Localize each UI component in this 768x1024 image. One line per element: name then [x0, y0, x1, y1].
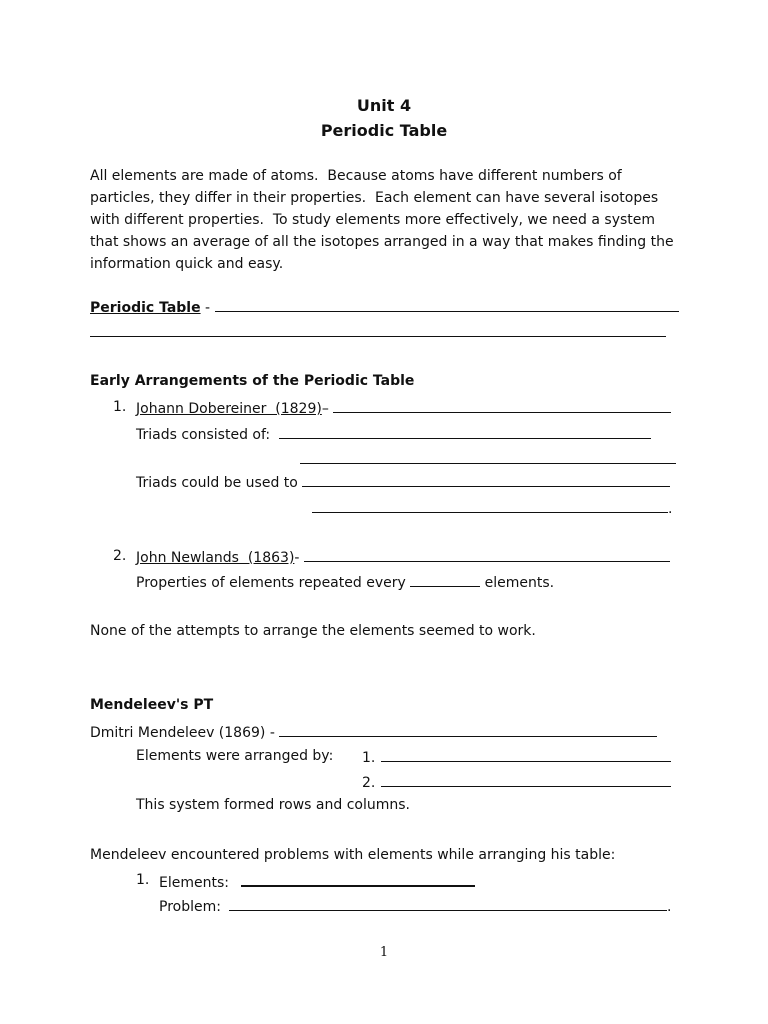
problem-period: .: [666, 899, 672, 915]
repeated-after: elements.: [480, 575, 555, 591]
dobereiner-dash: –: [321, 401, 334, 417]
title-unit: Unit 4: [356, 96, 412, 115]
elements-blank[interactable]: [241, 871, 475, 887]
dmitri-label: Dmitri Mendeleev (1869) -: [90, 725, 280, 741]
item1-number: 1.: [113, 399, 127, 415]
triads-used-label: Triads could be used to: [136, 475, 303, 491]
elements-label: Elements:: [159, 875, 229, 891]
triads-consisted-line: [136, 424, 651, 444]
newlands-blank[interactable]: [304, 547, 670, 562]
triads-consisted-line-2: [300, 449, 676, 469]
dobereiner-line: [136, 398, 671, 418]
intro-line-5: information quick and easy.: [90, 256, 284, 272]
elements-line: [159, 871, 475, 892]
periodic-table-dash: -: [200, 300, 215, 316]
none-worked-text: None of the attempts to arrange the elements seemed to work.: [90, 623, 536, 639]
arranged-by-blank-2[interactable]: [381, 772, 671, 787]
periodic-table-term: Periodic Table: [90, 300, 201, 316]
problem-blank[interactable]: [229, 896, 667, 911]
periodic-table-blank-1[interactable]: [215, 297, 679, 312]
intro-line-4: that shows an average of all the isotopes arranged in a way that makes finding the: [90, 234, 674, 250]
triads-used-line-2: [312, 498, 672, 518]
periodic-table-line-2: [90, 322, 666, 342]
triads-used-blank-2[interactable]: [312, 498, 668, 513]
intro-line-2: particles, they differ in their properties. Each element can have several isotopes: [90, 190, 659, 206]
problems-intro-text: Mendeleev encountered problems with elements while arranging his table:: [90, 847, 616, 863]
arranged-by-option-1: [362, 747, 671, 767]
newlands-name: John Newlands (1863): [136, 550, 295, 566]
periodic-table-blank-2[interactable]: [90, 322, 666, 337]
repeated-before: Properties of elements repeated every: [136, 575, 411, 591]
page-number: 1: [379, 945, 389, 960]
dobereiner-blank[interactable]: [333, 398, 671, 413]
triads-used-period: .: [668, 501, 673, 517]
dmitri-blank[interactable]: [279, 722, 657, 737]
arranged-by-num-2: 2.: [362, 775, 376, 791]
repeated-blank[interactable]: [410, 572, 480, 587]
triads-consisted-blank-1[interactable]: [279, 424, 651, 439]
arranged-by-blank-1[interactable]: [381, 747, 671, 762]
triads-consisted-blank-2[interactable]: [300, 449, 676, 464]
triads-consisted-label: Triads consisted of:: [136, 427, 280, 443]
intro-line-1: All elements are made of atoms. Because atoms have different numbers of: [90, 168, 622, 184]
triads-used-line: [136, 472, 670, 492]
arranged-by-option-2: [362, 772, 671, 792]
arranged-by-label: Elements were arranged by:: [136, 748, 334, 764]
rows-columns-text: This system formed rows and columns.: [136, 797, 410, 813]
dmitri-line: [90, 722, 657, 742]
problem-label: Problem:: [159, 899, 221, 915]
repeated-line: [136, 572, 554, 592]
problem-line: [159, 896, 671, 916]
periodic-table-definition: [90, 297, 679, 317]
dobereiner-name: Johann Dobereiner (1829): [136, 401, 322, 417]
newlands-line: [136, 547, 670, 567]
intro-line-3: with different properties. To study elements more effectively, we need a system: [90, 212, 656, 228]
early-arrangements-heading: Early Arrangements of the Periodic Table: [90, 373, 415, 389]
mendeleev-heading: Mendeleev's PT: [90, 697, 214, 713]
newlands-dash: -: [294, 550, 304, 566]
arranged-by-num-1: 1.: [362, 750, 376, 766]
title-periodic-table: Periodic Table: [320, 121, 448, 140]
triads-used-blank-1[interactable]: [302, 472, 670, 487]
item2-number: 2.: [113, 548, 127, 564]
problem-item-number: 1.: [136, 872, 150, 888]
